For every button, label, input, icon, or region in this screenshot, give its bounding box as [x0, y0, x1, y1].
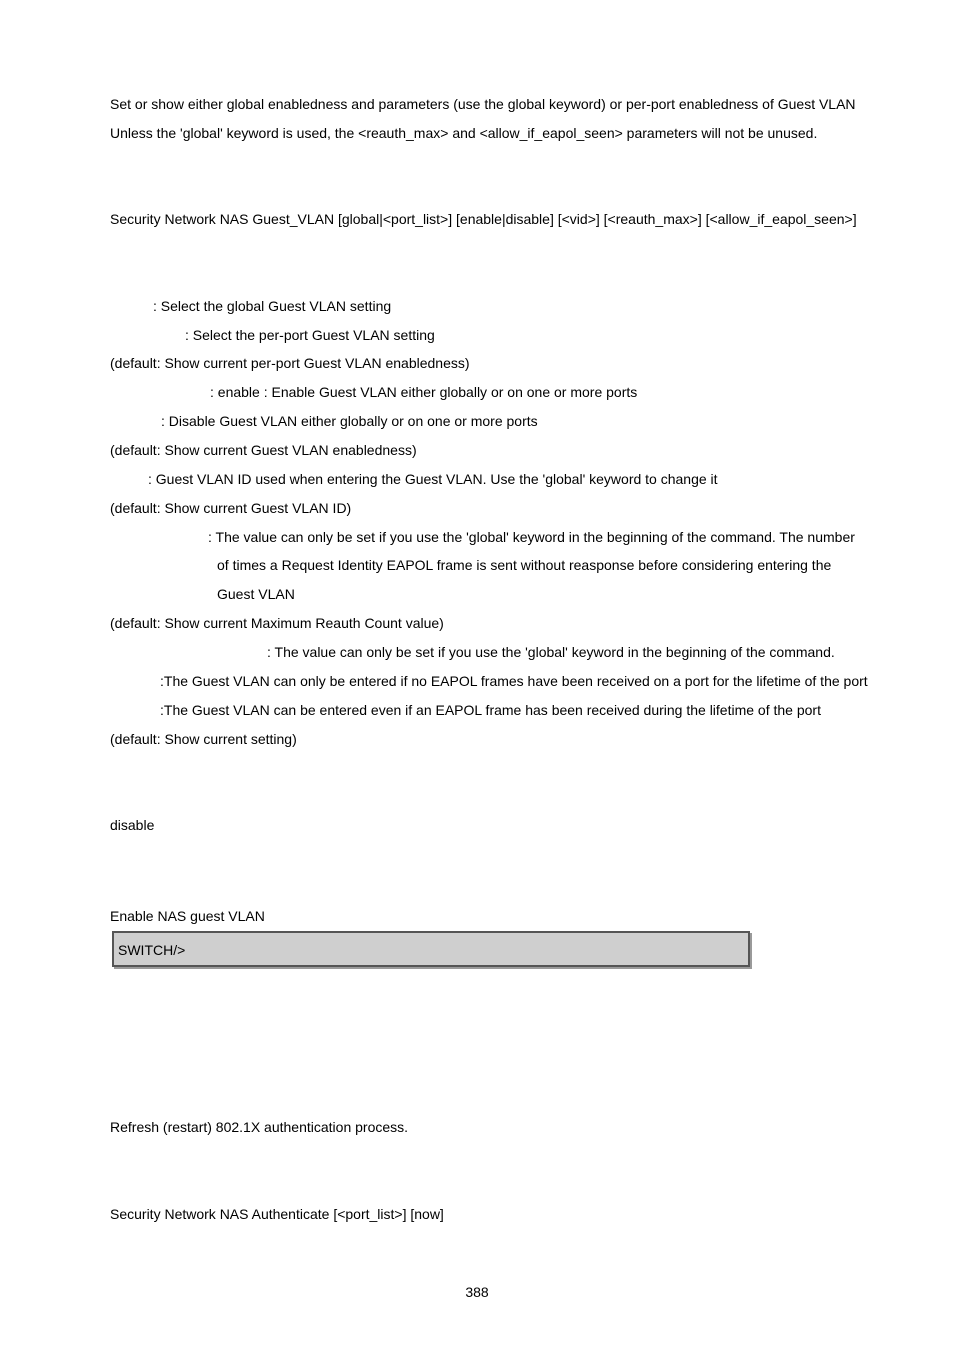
example-title: Enable NAS guest VLAN: [110, 908, 265, 924]
param-reauth-max-default: (default: Show current Maximum Reauth Count value): [110, 615, 444, 631]
next-command-description: Refresh (restart) 802.1X authentication process.: [110, 1119, 409, 1135]
param-global: : Select the global Guest VLAN setting: [153, 298, 392, 314]
param-vid-default: (default: Show current Guest VLAN ID): [110, 500, 352, 516]
description-line-2: Unless the 'global' keyword is used, the <reauth_max> and <allow_if_eapol_seen> parameters will not be unused.: [110, 125, 818, 141]
syntax-line: Security Network NAS Guest_VLAN [global|<port_list>] [enable|disable] [<vid>] [<reauth_max>] [<allow_if_eapol_seen>]: [110, 211, 857, 227]
param-reauth-max-line-2: of times a Request Identity EAPOL frame is sent without reasponse before considering entering the: [217, 557, 832, 573]
param-port-list-default: (default: Show current per-port Guest VLAN enabledness): [110, 355, 470, 371]
example-terminal-box: [112, 931, 750, 967]
param-disable: : Disable Guest VLAN either globally or on one or more ports: [161, 413, 538, 429]
param-port-list: : Select the per-port Guest VLAN setting: [185, 327, 435, 343]
param-disable-eapol: :The Guest VLAN can only be entered if no EAPOL frames have been received on a port for the lifetime of the port: [160, 673, 868, 689]
param-enable-eapol: :The Guest VLAN can be entered even if an EAPOL frame has been received during the lifetime of the port: [160, 702, 821, 718]
description-line-1: Set or show either global enabledness and parameters (use the global keyword) or per-port enabledness of Guest VLAN: [110, 96, 856, 112]
default-value: disable: [110, 817, 155, 833]
param-vid: : Guest VLAN ID used when entering the Guest VLAN. Use the 'global' keyword to change it: [148, 471, 718, 487]
param-eapol-default: (default: Show current setting): [110, 731, 297, 747]
param-enable-default: (default: Show current Guest VLAN enabledness): [110, 442, 417, 458]
page-number: 388: [465, 1284, 489, 1300]
param-reauth-max-line-3: Guest VLAN: [217, 586, 295, 602]
param-reauth-max-line-1: : The value can only be set if you use the 'global' keyword in the beginning of the command. The number: [208, 529, 855, 545]
param-allow-if-eapol-seen: : The value can only be set if you use the 'global' keyword in the beginning of the command.: [267, 644, 835, 660]
param-enable: : enable : Enable Guest VLAN either globally or on one or more ports: [210, 384, 638, 400]
next-command-syntax: Security Network NAS Authenticate [<port_list>] [now]: [110, 1206, 444, 1222]
terminal-prompt: SWITCH/>: [118, 942, 186, 958]
